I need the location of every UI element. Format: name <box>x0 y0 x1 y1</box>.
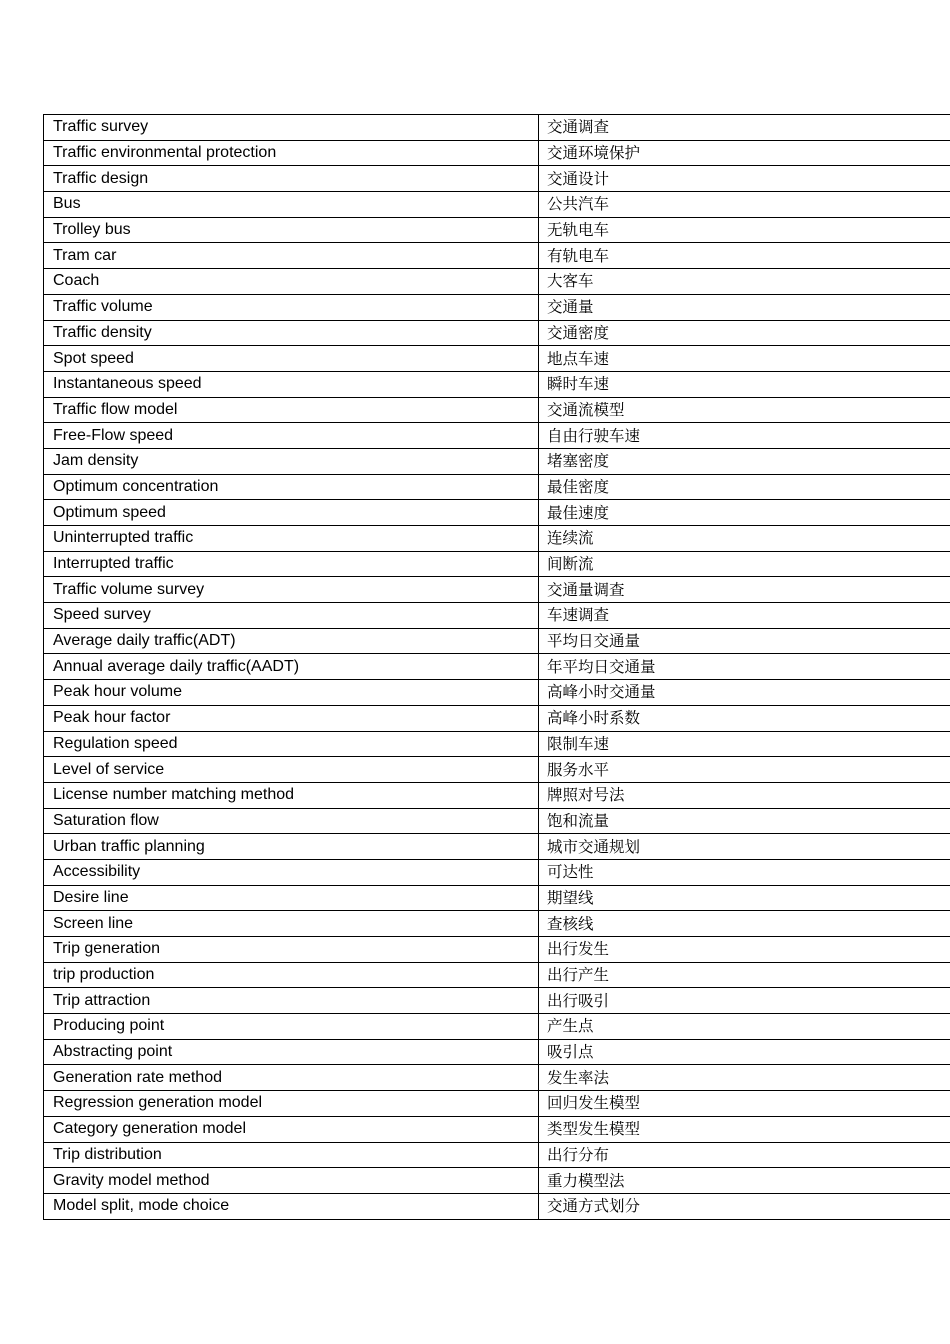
table-row <box>44 397 950 423</box>
chinese-term-cell: 吸引点 <box>539 1039 950 1065</box>
english-term-cell: Traffic survey <box>44 115 539 141</box>
chinese-term-cell: 地点车速 <box>539 346 950 372</box>
chinese-term-cell: 最佳速度 <box>539 500 950 526</box>
english-term-cell: Optimum concentration <box>44 474 539 500</box>
chinese-term-cell: 交通量 <box>539 294 950 320</box>
table-row <box>44 988 950 1014</box>
table-row <box>44 526 950 552</box>
table-row <box>44 140 950 166</box>
chinese-term-cell: 饱和流量 <box>539 808 950 834</box>
english-term-cell: Annual average daily traffic(AADT) <box>44 654 539 680</box>
chinese-term-cell: 交通密度 <box>539 320 950 346</box>
table-row <box>44 808 950 834</box>
table-row <box>44 1091 950 1117</box>
table-row <box>44 294 950 320</box>
table-row <box>44 371 950 397</box>
english-term-cell: Traffic flow model <box>44 397 539 423</box>
chinese-term-cell: 限制车速 <box>539 731 950 757</box>
english-term-cell: Regulation speed <box>44 731 539 757</box>
english-term-cell: Traffic design <box>44 166 539 192</box>
table-row <box>44 1193 950 1219</box>
table-row <box>44 320 950 346</box>
chinese-term-cell: 高峰小时交通量 <box>539 680 950 706</box>
chinese-term-cell: 最佳密度 <box>539 474 950 500</box>
english-term-cell: Free-Flow speed <box>44 423 539 449</box>
chinese-term-cell: 瞬时车速 <box>539 371 950 397</box>
english-term-cell: Bus <box>44 192 539 218</box>
chinese-term-cell: 出行分布 <box>539 1142 950 1168</box>
table-row <box>44 474 950 500</box>
glossary-body <box>44 115 950 1220</box>
chinese-term-cell: 无轨电车 <box>539 217 950 243</box>
table-row <box>44 911 950 937</box>
chinese-term-cell: 连续流 <box>539 526 950 552</box>
chinese-term-cell: 出行产生 <box>539 962 950 988</box>
chinese-term-cell: 有轨电车 <box>539 243 950 269</box>
table-row <box>44 192 950 218</box>
chinese-term-cell: 车速调查 <box>539 603 950 629</box>
table-row <box>44 937 950 963</box>
chinese-term-cell: 公共汽车 <box>539 192 950 218</box>
english-term-cell: Trip generation <box>44 937 539 963</box>
table-row <box>44 423 950 449</box>
chinese-term-cell: 查核线 <box>539 911 950 937</box>
table-row <box>44 731 950 757</box>
english-term-cell: Jam density <box>44 448 539 474</box>
table-row <box>44 603 950 629</box>
chinese-term-cell: 产生点 <box>539 1014 950 1040</box>
english-term-cell: Uninterrupted traffic <box>44 526 539 552</box>
english-term-cell: Peak hour volume <box>44 680 539 706</box>
table-row <box>44 448 950 474</box>
table-row <box>44 115 950 141</box>
table-row <box>44 859 950 885</box>
chinese-term-cell: 间断流 <box>539 551 950 577</box>
english-term-cell: Generation rate method <box>44 1065 539 1091</box>
table-row <box>44 1014 950 1040</box>
english-term-cell: Level of service <box>44 757 539 783</box>
english-term-cell: Tram car <box>44 243 539 269</box>
table-row <box>44 834 950 860</box>
chinese-term-cell: 交通环境保护 <box>539 140 950 166</box>
table-row <box>44 1039 950 1065</box>
table-row <box>44 577 950 603</box>
english-term-cell: Saturation flow <box>44 808 539 834</box>
chinese-term-cell: 期望线 <box>539 885 950 911</box>
table-row <box>44 757 950 783</box>
english-term-cell: trip production <box>44 962 539 988</box>
english-term-cell: License number matching method <box>44 782 539 808</box>
english-term-cell: Speed survey <box>44 603 539 629</box>
table-row <box>44 1065 950 1091</box>
table-row <box>44 782 950 808</box>
chinese-term-cell: 交通调查 <box>539 115 950 141</box>
table-row <box>44 628 950 654</box>
english-term-cell: Producing point <box>44 1014 539 1040</box>
chinese-term-cell: 平均日交通量 <box>539 628 950 654</box>
english-term-cell: Spot speed <box>44 346 539 372</box>
table-row <box>44 680 950 706</box>
table-row <box>44 500 950 526</box>
english-term-cell: Trip distribution <box>44 1142 539 1168</box>
english-term-cell: Regression generation model <box>44 1091 539 1117</box>
chinese-term-cell: 交通方式划分 <box>539 1193 950 1219</box>
english-term-cell: Screen line <box>44 911 539 937</box>
table-row <box>44 166 950 192</box>
english-term-cell: Trolley bus <box>44 217 539 243</box>
chinese-term-cell: 高峰小时系数 <box>539 705 950 731</box>
english-term-cell: Gravity model method <box>44 1168 539 1194</box>
chinese-term-cell: 发生率法 <box>539 1065 950 1091</box>
english-term-cell: Traffic volume survey <box>44 577 539 603</box>
chinese-term-cell: 回归发生模型 <box>539 1091 950 1117</box>
chinese-term-cell: 服务水平 <box>539 757 950 783</box>
chinese-term-cell: 牌照对号法 <box>539 782 950 808</box>
english-term-cell: Average daily traffic(ADT) <box>44 628 539 654</box>
table-row <box>44 1142 950 1168</box>
chinese-term-cell: 大客车 <box>539 269 950 295</box>
english-term-cell: Category generation model <box>44 1116 539 1142</box>
english-term-cell: Abstracting point <box>44 1039 539 1065</box>
english-term-cell: Accessibility <box>44 859 539 885</box>
chinese-term-cell: 堵塞密度 <box>539 448 950 474</box>
table-row <box>44 346 950 372</box>
english-term-cell: Interrupted traffic <box>44 551 539 577</box>
english-term-cell: Trip attraction <box>44 988 539 1014</box>
english-term-cell: Desire line <box>44 885 539 911</box>
table-row <box>44 885 950 911</box>
chinese-term-cell: 年平均日交通量 <box>539 654 950 680</box>
glossary-table <box>43 114 950 1220</box>
chinese-term-cell: 可达性 <box>539 859 950 885</box>
table-row <box>44 705 950 731</box>
english-term-cell: Peak hour factor <box>44 705 539 731</box>
chinese-term-cell: 重力模型法 <box>539 1168 950 1194</box>
english-term-cell: Model split, mode choice <box>44 1193 539 1219</box>
table-row <box>44 217 950 243</box>
english-term-cell: Coach <box>44 269 539 295</box>
english-term-cell: Instantaneous speed <box>44 371 539 397</box>
chinese-term-cell: 交通量调查 <box>539 577 950 603</box>
english-term-cell: Traffic density <box>44 320 539 346</box>
english-term-cell: Optimum speed <box>44 500 539 526</box>
english-term-cell: Traffic volume <box>44 294 539 320</box>
table-row <box>44 269 950 295</box>
english-term-cell: Urban traffic planning <box>44 834 539 860</box>
table-row <box>44 962 950 988</box>
table-row <box>44 551 950 577</box>
chinese-term-cell: 城市交通规划 <box>539 834 950 860</box>
english-term-cell: Traffic environmental protection <box>44 140 539 166</box>
table-row <box>44 243 950 269</box>
chinese-term-cell: 出行发生 <box>539 937 950 963</box>
table-row <box>44 1168 950 1194</box>
chinese-term-cell: 交通设计 <box>539 166 950 192</box>
table-row <box>44 1116 950 1142</box>
table-row <box>44 654 950 680</box>
chinese-term-cell: 交通流模型 <box>539 397 950 423</box>
chinese-term-cell: 类型发生模型 <box>539 1116 950 1142</box>
chinese-term-cell: 出行吸引 <box>539 988 950 1014</box>
chinese-term-cell: 自由行驶车速 <box>539 423 950 449</box>
